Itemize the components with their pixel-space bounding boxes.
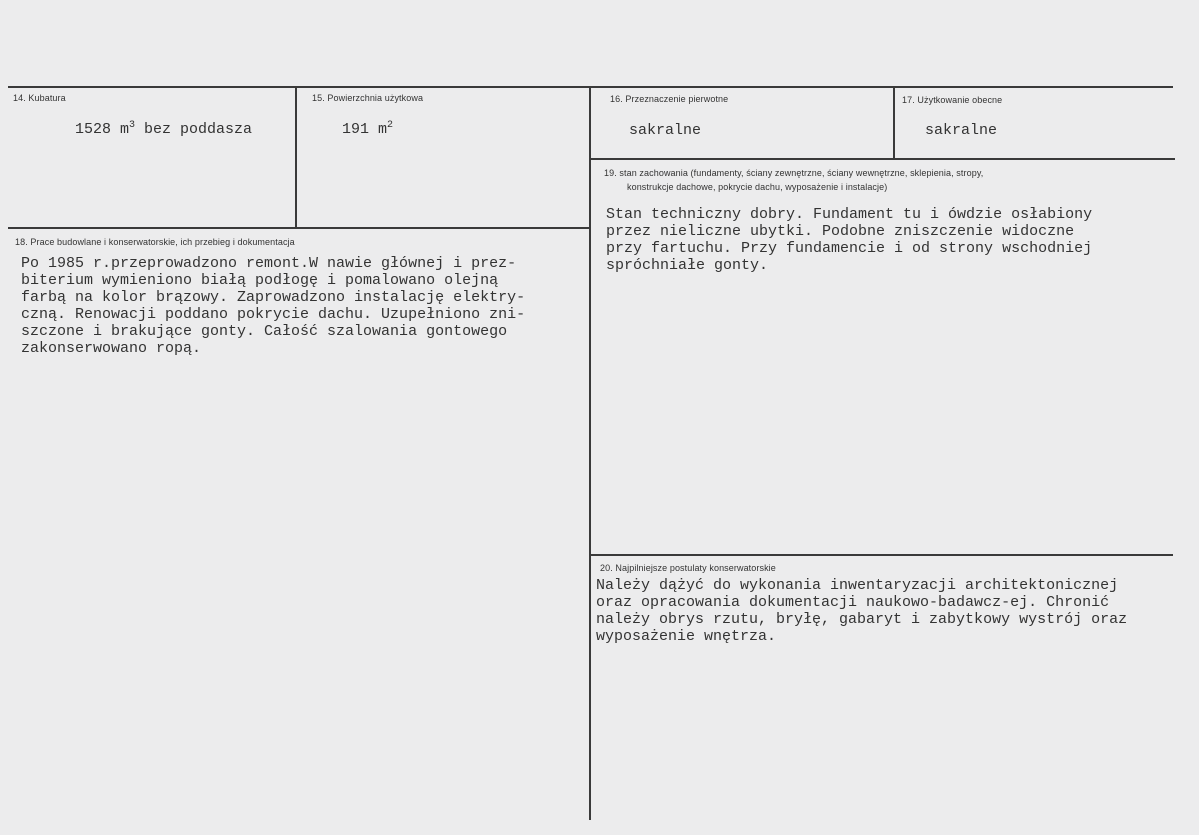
prace-line: zakonserwowano ropą. — [21, 340, 202, 357]
prace-line: szczone i brakujące gonty. Całość szalowania gontowego — [21, 323, 508, 340]
kubatura-label: 14. Kubatura — [13, 93, 66, 103]
kubatura-exponent: 3 — [129, 120, 136, 131]
prace-line: czną. Renowacji poddano pokrycie dachu. Uzupełniono zni- — [21, 306, 526, 323]
uzytkowanie-value: sakralne — [925, 122, 998, 139]
postulaty-line: Należy dążyć do wykonania inwentaryzacji architektonicznej — [596, 577, 1119, 594]
powierzchnia-value — [342, 121, 393, 138]
przeznaczenie-value: sakralne — [629, 122, 702, 139]
divider-14-15 — [295, 87, 297, 228]
stan-line: Stan techniczny dobry. Fundament tu i ówdzie osłabiony — [606, 206, 1093, 223]
rule-under-16-17 — [590, 158, 1175, 160]
prace-line: Po 1985 r.przeprowadzono remont.W nawie głównej i prez- — [21, 255, 517, 272]
rule-above-20 — [590, 554, 1173, 556]
powierzchnia-exponent: 2 — [387, 120, 394, 131]
prace-line: farbą na kolor brązowy. Zaprowadzono instalację elektry- — [21, 289, 526, 306]
postulaty-line: wyposażenie wnętrza. — [596, 628, 777, 645]
center-divider — [589, 87, 591, 820]
uzytkowanie-label: 17. Użytkowanie obecne — [902, 95, 1003, 105]
kubatura-number: 1528 m — [75, 121, 130, 138]
postulaty-label: 20. Najpilniejsze postulaty konserwatorskie — [600, 563, 776, 573]
rule-under-14-15 — [8, 227, 590, 229]
stan-label-line1: 19. stan zachowania (fundamenty, ściany zewnętrzne, ściany wewnętrzne, sklepienia, stropy, — [604, 168, 984, 178]
stan-label-line2: konstrukcje dachowe, pokrycie dachu, wyposażenie i instalacje) — [627, 182, 888, 192]
prace-label: 18. Prace budowlane i konserwatorskie, ich przebieg i dokumentacja — [15, 237, 295, 247]
stan-line: przy fartuchu. Przy fundamencie i od strony wschodniej — [606, 240, 1093, 257]
stan-line: przez nieliczne ubytki. Podobne zniszczenie widoczne — [606, 223, 1075, 240]
postulaty-line: oraz opracowania dokumentacji naukowo-badawcz-ej. Chronić — [596, 594, 1110, 611]
stan-line: spróchniałe gonty. — [606, 257, 769, 274]
prace-line: biterium wymieniono białą podłogę i pomalowano olejną — [21, 272, 499, 289]
przeznaczenie-label: 16. Przeznaczenie pierwotne — [610, 94, 729, 104]
divider-16-17 — [893, 87, 895, 159]
powierzchnia-number: 191 m — [342, 121, 388, 138]
kubatura-value — [75, 121, 252, 138]
powierzchnia-label: 15. Powierzchnia użytkowa — [312, 93, 424, 103]
kubatura-suffix: bez poddasza — [135, 121, 253, 138]
postulaty-line: należy obrys rzutu, bryłę, gabaryt i zabytkowy wystrój oraz — [596, 611, 1128, 628]
